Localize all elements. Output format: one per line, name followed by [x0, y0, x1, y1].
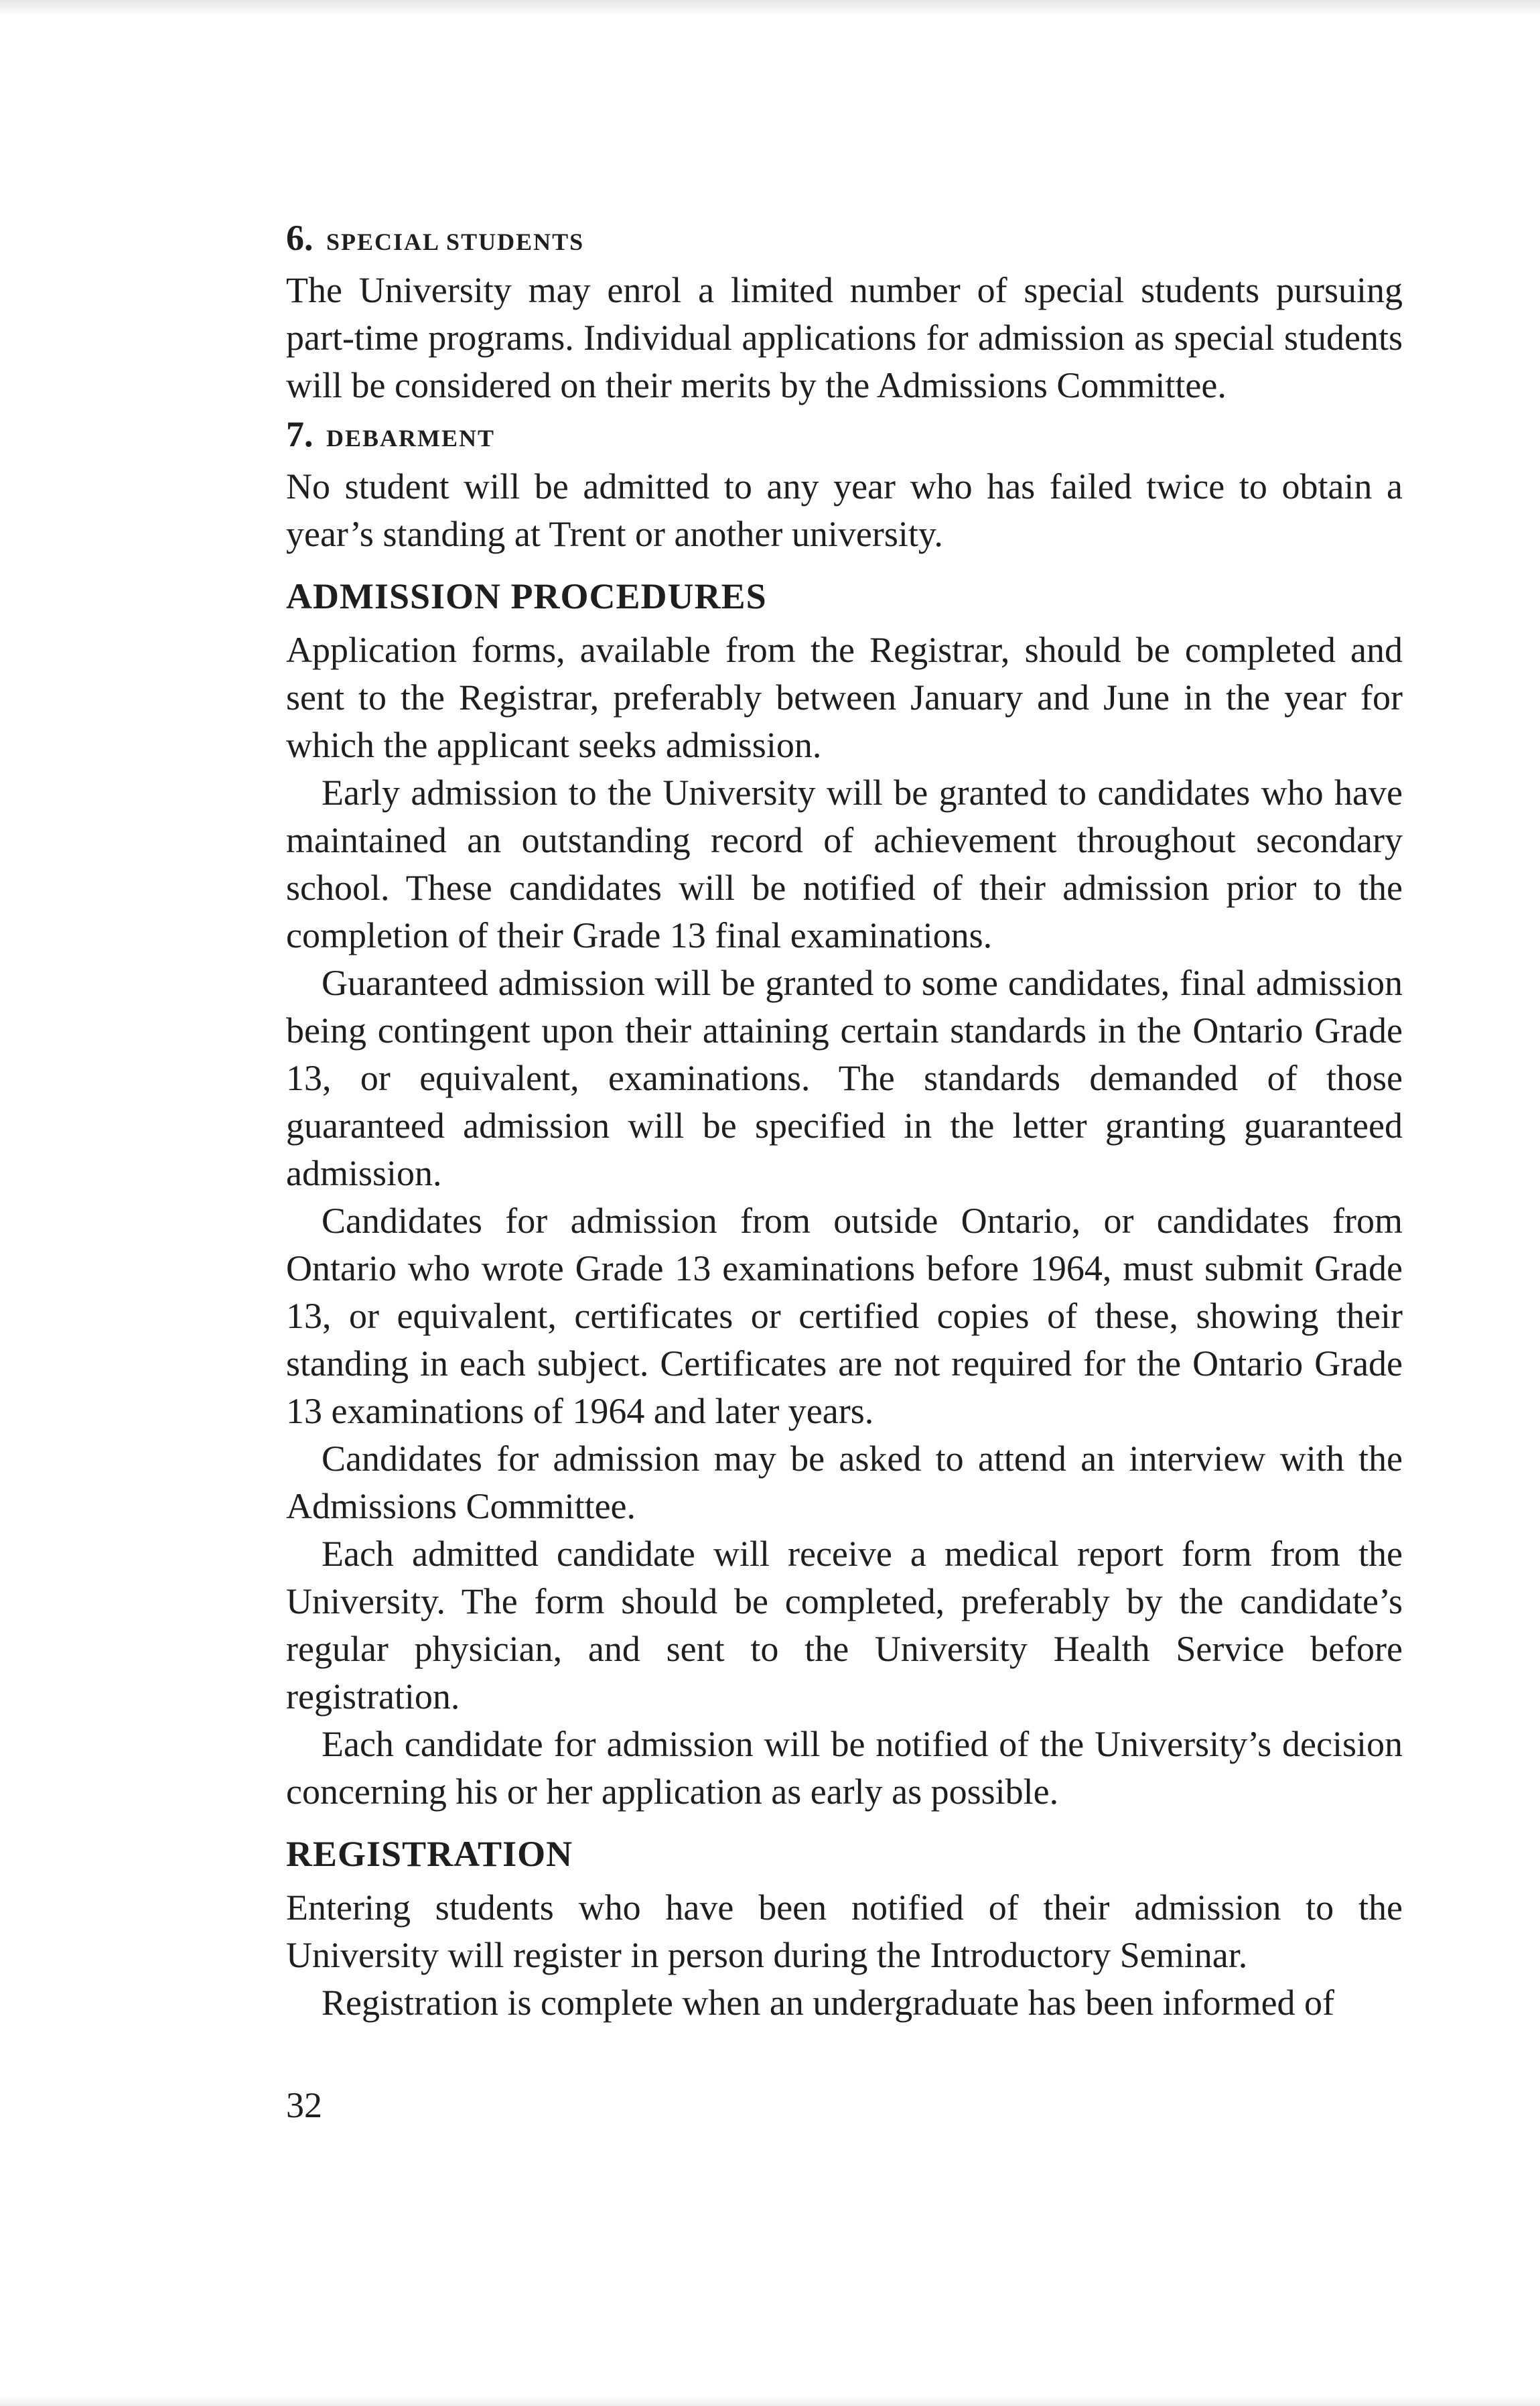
section-label: SPECIAL STUDENTS: [326, 228, 585, 255]
registration-paragraph: Entering students who have been notified of their admission to the University will register in person during the Introductory Seminar.: [286, 1887, 1403, 1975]
special-students-paragraph: The University may enrol a limited number of special students pursuing part-time programs. Individual applications for admission as special students will be considered on their merits by the Admissions Committee.: [286, 270, 1403, 405]
admission-paragraph: Candidates for admission from outside Ontario, or candidates from Ontario who wrote Grade 13 examinations before 1964, must submit Grade 13, or equivalent, certificates or certified copies of these, showing their standing in each subject. Certificates are not required for the Ontario Grade 13 examinations of 1964 and later years.: [286, 1201, 1403, 1431]
section-label: DEBARMENT: [326, 425, 496, 452]
admission-paragraph: Each admitted candidate will receive a medical report form from the University. The form should be completed, preferably by the candidate’s regular physician, and sent to the University Health Service before registration.: [286, 1534, 1403, 1717]
page-body: [286, 213, 1403, 2027]
admission-paragraph: Guaranteed admission will be granted to some candidates, final admission being contingent upon their attaining certain standards in the Ontario Grade 13, or equivalent, examinations. The standards demanded of those guaranteed admission will be specified in the letter granting guaranteed admission.: [286, 963, 1403, 1193]
admission-procedures-heading: ADMISSION PROCEDURES: [286, 576, 767, 616]
debarment-heading: [286, 409, 1403, 463]
scan-top-edge: [0, 0, 1540, 15]
special-students-heading: [286, 213, 1403, 267]
registration-paragraph: Registration is complete when an undergraduate has been informed of: [322, 1983, 1335, 2023]
page-number: 32: [286, 2085, 322, 2125]
section-number: 6.: [286, 218, 313, 258]
debarment-paragraph: No student will be admitted to any year who has failed twice to obtain a year’s standing at Trent or another university.: [286, 466, 1403, 554]
admission-paragraph: Early admission to the University will be granted to candidates who have maintained an outstanding record of achievement throughout secondary school. These candidates will be notified of their admission prior to the completion of their Grade 13 final examinations.: [286, 773, 1403, 955]
scan-bottom-edge: [0, 2397, 1540, 2406]
section-number: 7.: [286, 414, 313, 454]
admission-paragraph: Candidates for admission may be asked to attend an interview with the Admissions Committee.: [286, 1439, 1403, 1526]
admission-paragraph: Application forms, available from the Registrar, should be completed and sent to the Registrar, preferably between January and June in the year for which the applicant seeks admission.: [286, 630, 1403, 765]
admission-paragraph: Each candidate for admission will be notified of the University’s decision concerning his or her application as early as possible.: [286, 1724, 1403, 1812]
registration-heading: REGISTRATION: [286, 1834, 573, 1874]
